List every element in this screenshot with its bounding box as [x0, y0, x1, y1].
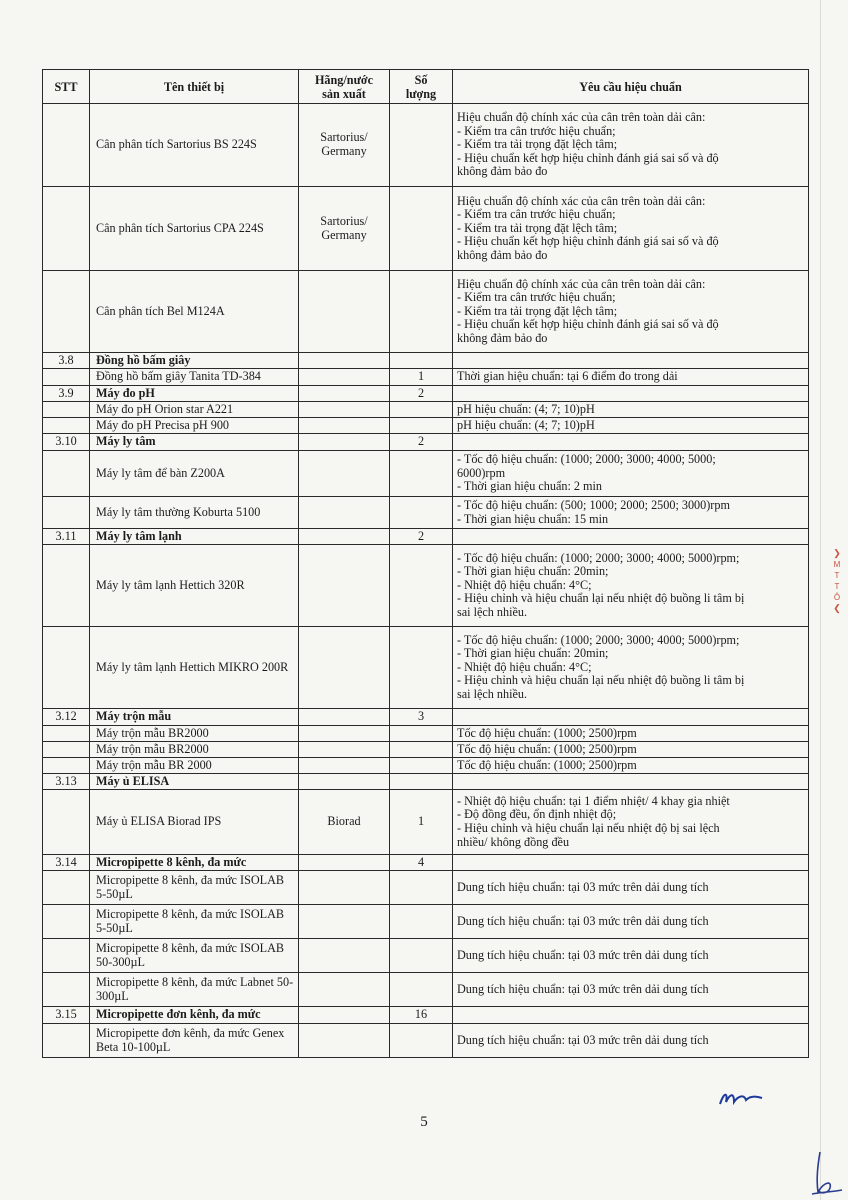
cell-requirement — [453, 271, 809, 353]
table-group-row — [43, 774, 809, 790]
cell-requirement — [453, 1024, 809, 1058]
cell-requirement — [453, 386, 809, 402]
requirement-line: - Kiểm tra tải trọng đặt lệch tâm; — [457, 220, 618, 235]
cell-requirement — [453, 353, 809, 369]
cell-requirement — [453, 973, 809, 1007]
cell-stt: 3.15 — [43, 1007, 90, 1024]
cell-stt — [43, 497, 90, 529]
calibration-equipment-table — [42, 69, 809, 1058]
cell-manufacturer — [299, 774, 390, 790]
cell-stt: 3.9 — [43, 386, 90, 402]
cell-manufacturer — [299, 402, 390, 418]
cell-device-name: Micropipette 8 kênh, đa mức ISOLAB 5-50µL — [90, 905, 299, 939]
cell-quantity — [390, 418, 453, 434]
cell-manufacturer — [299, 418, 390, 434]
cell-stt — [43, 742, 90, 758]
cell-quantity — [390, 905, 453, 939]
cell-requirement — [453, 871, 809, 905]
table-row — [43, 369, 809, 386]
cell-stt — [43, 369, 90, 386]
cell-manufacturer — [299, 529, 390, 545]
requirement-line: Dung tích hiệu chuẩn: tại 03 mức trên dải dung tích — [457, 879, 709, 894]
cell-manufacturer — [299, 905, 390, 939]
cell-device-name: Cân phân tích Sartorius BS 224S — [90, 104, 299, 187]
cell-manufacturer — [299, 871, 390, 905]
cell-manufacturer — [299, 545, 390, 627]
table-row — [43, 742, 809, 758]
table-group-row — [43, 709, 809, 726]
cell-quantity — [390, 774, 453, 790]
cell-manufacturer — [299, 627, 390, 709]
requirement-line: Dung tích hiệu chuẩn: tại 03 mức trên dải dung tích — [457, 1032, 709, 1047]
table-body — [43, 104, 809, 1058]
cell-quantity — [390, 545, 453, 627]
cell-stt — [43, 1024, 90, 1058]
requirement-line: - Thời gian hiệu chuẩn: 15 min — [457, 511, 609, 526]
cell-requirement — [453, 434, 809, 451]
cell-requirement — [453, 758, 809, 774]
cell-manufacturer — [299, 369, 390, 386]
requirement-line: - Hiệu chỉnh và hiệu chuẩn lại nếu nhiệt độ buồng li tâm bị — [457, 591, 745, 606]
table-row — [43, 627, 809, 709]
side-stamp-letter: T — [834, 571, 840, 580]
cell-device-name: Máy ly tâm lạnh — [90, 529, 299, 545]
table-row — [43, 973, 809, 1007]
cell-quantity — [390, 627, 453, 709]
cell-manufacturer — [299, 1007, 390, 1024]
handwritten-initials — [716, 1082, 766, 1112]
table-group-row — [43, 529, 809, 545]
cell-quantity — [390, 497, 453, 529]
table-group-row — [43, 1007, 809, 1024]
table-row — [43, 402, 809, 418]
cell-manufacturer — [299, 742, 390, 758]
cell-stt — [43, 104, 90, 187]
cell-quantity: 2 — [390, 386, 453, 402]
requirement-line: không đảm bảo đo — [457, 247, 548, 262]
cell-device-name: Máy ly tâm — [90, 434, 299, 451]
requirement-line: Tốc độ hiệu chuẩn: (1000; 2500)rpm — [457, 741, 637, 756]
cell-manufacturer — [299, 758, 390, 774]
cell-quantity — [390, 871, 453, 905]
table-row — [43, 187, 809, 271]
requirement-line: - Thời gian hiệu chuẩn: 20min; — [457, 564, 609, 579]
cell-manufacturer — [299, 353, 390, 369]
cell-device-name: Micropipette 8 kênh, đa mức — [90, 855, 299, 871]
cell-requirement — [453, 451, 809, 497]
requirement-line: Hiệu chuẩn độ chính xác của cân trên toàn dải cân: — [457, 276, 706, 291]
cell-manufacturer: Biorad — [299, 790, 390, 855]
cell-stt — [43, 790, 90, 855]
side-stamp-letter: M — [833, 560, 841, 569]
requirement-line: Tốc độ hiệu chuẩn: (1000; 2500)rpm — [457, 725, 637, 740]
requirement-line: - Thời gian hiệu chuẩn: 20min; — [457, 646, 609, 661]
table-row — [43, 905, 809, 939]
cell-quantity: 1 — [390, 369, 453, 386]
table-group-row — [43, 386, 809, 402]
table-row — [43, 871, 809, 905]
cell-stt — [43, 271, 90, 353]
table-row — [43, 497, 809, 529]
requirement-line: Thời gian hiệu chuẩn: tại 6 điểm đo trong dải — [457, 369, 678, 384]
cell-quantity — [390, 742, 453, 758]
requirement-line: - Tốc độ hiệu chuẩn: (1000; 2000; 3000; 4000; 5000)rpm; — [457, 550, 740, 565]
cell-stt — [43, 418, 90, 434]
cell-requirement — [453, 939, 809, 973]
table-row — [43, 451, 809, 497]
cell-requirement — [453, 418, 809, 434]
table-row — [43, 939, 809, 973]
cell-device-name: Máy ly tâm thường Koburta 5100 — [90, 497, 299, 529]
requirement-line: - Kiểm tra cân trước hiệu chuẩn; — [457, 207, 616, 222]
cell-manufacturer: Sartorius/ Germany — [299, 187, 390, 271]
requirement-line: Dung tích hiệu chuẩn: tại 03 mức trên dải dung tích — [457, 913, 709, 928]
cell-device-name: Đồng hồ bấm giây — [90, 353, 299, 369]
requirement-line: sai lệch nhiều. — [457, 604, 528, 619]
cell-requirement — [453, 726, 809, 742]
requirement-line: - Nhiệt độ hiệu chuẩn: 4°C; — [457, 577, 592, 592]
cell-stt: 3.10 — [43, 434, 90, 451]
cell-manufacturer — [299, 973, 390, 1007]
requirement-line: - Độ đồng đều, ổn định nhiệt độ; — [457, 807, 617, 822]
cell-quantity — [390, 973, 453, 1007]
page-edge-line — [820, 0, 821, 1200]
cell-quantity — [390, 1024, 453, 1058]
cell-manufacturer — [299, 386, 390, 402]
table-group-row — [43, 353, 809, 369]
cell-manufacturer — [299, 271, 390, 353]
cell-requirement — [453, 709, 809, 726]
header-manufacturer-line2: sản xuất — [322, 86, 366, 101]
cell-requirement — [453, 742, 809, 758]
requirement-line: - Hiệu chuẩn kết hợp hiệu chỉnh đánh giá sai số và độ — [457, 317, 719, 332]
table-row — [43, 104, 809, 187]
cell-manufacturer — [299, 434, 390, 451]
table-row — [43, 545, 809, 627]
header-stt: STT — [43, 70, 90, 104]
cell-manufacturer — [299, 497, 390, 529]
corner-signature — [806, 1148, 846, 1198]
requirement-line: Hiệu chuẩn độ chính xác của cân trên toàn dải cân: — [457, 110, 706, 125]
cell-stt: 3.14 — [43, 855, 90, 871]
cell-quantity: 1 — [390, 790, 453, 855]
requirement-line: - Tốc độ hiệu chuẩn: (1000; 2000; 3000; 4000; 5000; — [457, 452, 716, 467]
cell-manufacturer — [299, 1024, 390, 1058]
cell-stt: 3.11 — [43, 529, 90, 545]
table-row — [43, 726, 809, 742]
requirement-line: - Hiệu chuẩn kết hợp hiệu chỉnh đánh giá sai số và độ — [457, 150, 719, 165]
cell-requirement — [453, 402, 809, 418]
cell-stt — [43, 187, 90, 271]
table-row — [43, 418, 809, 434]
cell-quantity: 4 — [390, 855, 453, 871]
cell-requirement — [453, 905, 809, 939]
cell-device-name: Máy trộn mẫu BR2000 — [90, 726, 299, 742]
cell-requirement — [453, 545, 809, 627]
requirement-line: - Kiểm tra cân trước hiệu chuẩn; — [457, 290, 616, 305]
side-stamp-letter: Ô — [833, 593, 841, 602]
requirement-line: - Kiểm tra tải trọng đặt lệch tâm; — [457, 303, 618, 318]
requirement-line: pH hiệu chuẩn: (4; 7; 10)pH — [457, 417, 595, 432]
requirement-line: - Tốc độ hiệu chuẩn: (1000; 2000; 3000; 4000; 5000)rpm; — [457, 632, 740, 647]
header-manufacturer-line1: Hãng/nước — [314, 72, 374, 87]
cell-device-name: Máy trộn mẫu BR 2000 — [90, 758, 299, 774]
cell-quantity — [390, 758, 453, 774]
cell-stt — [43, 545, 90, 627]
requirement-line: - Hiệu chỉnh và hiệu chuẩn lại nếu nhiệt độ bị sai lệch — [457, 821, 720, 835]
cell-stt — [43, 726, 90, 742]
page-number: 5 — [420, 1114, 428, 1130]
requirement-line: - Nhiệt độ hiệu chuẩn: 4°C; — [457, 659, 592, 674]
cell-stt: 3.8 — [43, 353, 90, 369]
requirement-line: - Hiệu chuẩn kết hợp hiệu chỉnh đánh giá sai số và độ — [457, 234, 719, 249]
cell-quantity — [390, 939, 453, 973]
cell-quantity — [390, 187, 453, 271]
cell-device-name: Máy ly tâm để bàn Z200A — [90, 451, 299, 497]
cell-quantity — [390, 451, 453, 497]
cell-quantity: 2 — [390, 434, 453, 451]
cell-stt — [43, 627, 90, 709]
requirement-line: - Tốc độ hiệu chuẩn: (500; 1000; 2000; 2500; 3000)rpm — [457, 497, 730, 512]
cell-device-name: Máy đo pH Precisa pH 900 — [90, 418, 299, 434]
cell-quantity — [390, 353, 453, 369]
header-quantity — [390, 70, 453, 104]
cell-device-name: Máy ly tâm lạnh Hettich 320R — [90, 545, 299, 627]
requirement-line: nhiều/ không đồng đều — [457, 834, 570, 849]
table-row — [43, 271, 809, 353]
cell-stt: 3.12 — [43, 709, 90, 726]
cell-quantity — [390, 726, 453, 742]
cell-device-name: Cân phân tích Bel M124A — [90, 271, 299, 353]
requirement-line: Dung tích hiệu chuẩn: tại 03 mức trên dải dung tích — [457, 947, 709, 962]
requirement-line: - Thời gian hiệu chuẩn: 2 min — [457, 479, 602, 494]
cell-stt — [43, 905, 90, 939]
requirement-line: - Kiểm tra cân trước hiệu chuẩn; — [457, 123, 616, 138]
cell-quantity: 16 — [390, 1007, 453, 1024]
requirement-line: pH hiệu chuẩn: (4; 7; 10)pH — [457, 401, 595, 416]
cell-requirement — [453, 1007, 809, 1024]
cell-device-name: Máy đo pH — [90, 386, 299, 402]
table-row — [43, 758, 809, 774]
cell-stt: 3.13 — [43, 774, 90, 790]
header-manufacturer — [299, 70, 390, 104]
cell-stt — [43, 451, 90, 497]
table-group-row — [43, 855, 809, 871]
cell-requirement — [453, 187, 809, 271]
cell-requirement — [453, 790, 809, 855]
header-device-name: Tên thiết bị — [90, 70, 299, 104]
cell-device-name: Đồng hồ bấm giây Tanita TD-384 — [90, 369, 299, 386]
cell-quantity: 2 — [390, 529, 453, 545]
requirement-line: - Kiểm tra tải trọng đặt lệch tâm; — [457, 137, 618, 152]
cell-quantity — [390, 104, 453, 187]
cell-stt — [43, 871, 90, 905]
cell-stt — [43, 758, 90, 774]
side-stamp-letter: T — [834, 582, 840, 591]
requirement-line: Hiệu chuẩn độ chính xác của cân trên toàn dải cân: — [457, 193, 706, 208]
table-row — [43, 1024, 809, 1058]
table-group-row — [43, 434, 809, 451]
cell-manufacturer — [299, 709, 390, 726]
requirement-line: không đảm bảo đo — [457, 164, 548, 179]
requirement-line: không đảm bảo đo — [457, 330, 548, 345]
table-header — [43, 70, 809, 104]
cell-manufacturer — [299, 939, 390, 973]
cell-device-name: Máy trộn mẫu BR2000 — [90, 742, 299, 758]
cell-device-name: Micropipette 8 kênh, đa mức ISOLAB 5-50µL — [90, 871, 299, 905]
cell-device-name: Cân phân tích Sartorius CPA 224S — [90, 187, 299, 271]
cell-device-name: Máy đo pH Orion star A221 — [90, 402, 299, 418]
header-quantity-line2: lượng — [405, 86, 437, 101]
cell-manufacturer — [299, 726, 390, 742]
cell-device-name: Micropipette 8 kênh, đa mức ISOLAB 50-300µL — [90, 939, 299, 973]
cell-stt — [43, 402, 90, 418]
cell-requirement — [453, 497, 809, 529]
cell-device-name: Máy trộn mẫu — [90, 709, 299, 726]
header-quantity-line1: Số — [414, 72, 428, 87]
cell-manufacturer — [299, 855, 390, 871]
cell-stt — [43, 939, 90, 973]
header-calibration-requirement: Yêu cầu hiệu chuẩn — [453, 70, 809, 104]
cell-device-name: Micropipette đơn kênh, đa mức Genex Beta 10-100µL — [90, 1024, 299, 1058]
cell-device-name: Máy ly tâm lạnh Hettich MIKRO 200R — [90, 627, 299, 709]
cell-stt — [43, 973, 90, 1007]
cell-device-name: Micropipette 8 kênh, đa mức Labnet 50-300µL — [90, 973, 299, 1007]
requirement-line: 6000)rpm — [457, 465, 506, 480]
side-stamp: ❯ M T T Ô ❮ — [826, 548, 848, 644]
requirement-line: Dung tích hiệu chuẩn: tại 03 mức trên dải dung tích — [457, 981, 709, 996]
requirement-line: - Hiệu chỉnh và hiệu chuẩn lại nếu nhiệt độ buồng li tâm bị — [457, 673, 745, 688]
cell-device-name: Micropipette đơn kênh, đa mức — [90, 1007, 299, 1024]
cell-requirement — [453, 104, 809, 187]
cell-quantity — [390, 402, 453, 418]
cell-requirement — [453, 369, 809, 386]
cell-device-name: Máy ủ ELISA — [90, 774, 299, 790]
cell-requirement — [453, 529, 809, 545]
table-row — [43, 790, 809, 855]
cell-quantity — [390, 271, 453, 353]
requirement-line: Tốc độ hiệu chuẩn: (1000; 2500)rpm — [457, 757, 637, 772]
cell-manufacturer — [299, 451, 390, 497]
cell-quantity: 3 — [390, 709, 453, 726]
cell-device-name: Máy ủ ELISA Biorad IPS — [90, 790, 299, 855]
cell-requirement — [453, 627, 809, 709]
cell-requirement — [453, 855, 809, 871]
cell-requirement — [453, 774, 809, 790]
requirement-line: - Nhiệt độ hiệu chuẩn: tại 1 điểm nhiệt/ 4 khay gia nhiệt — [457, 793, 730, 808]
cell-manufacturer: Sartorius/ Germany — [299, 104, 390, 187]
requirement-line: sai lệch nhiều. — [457, 686, 528, 701]
